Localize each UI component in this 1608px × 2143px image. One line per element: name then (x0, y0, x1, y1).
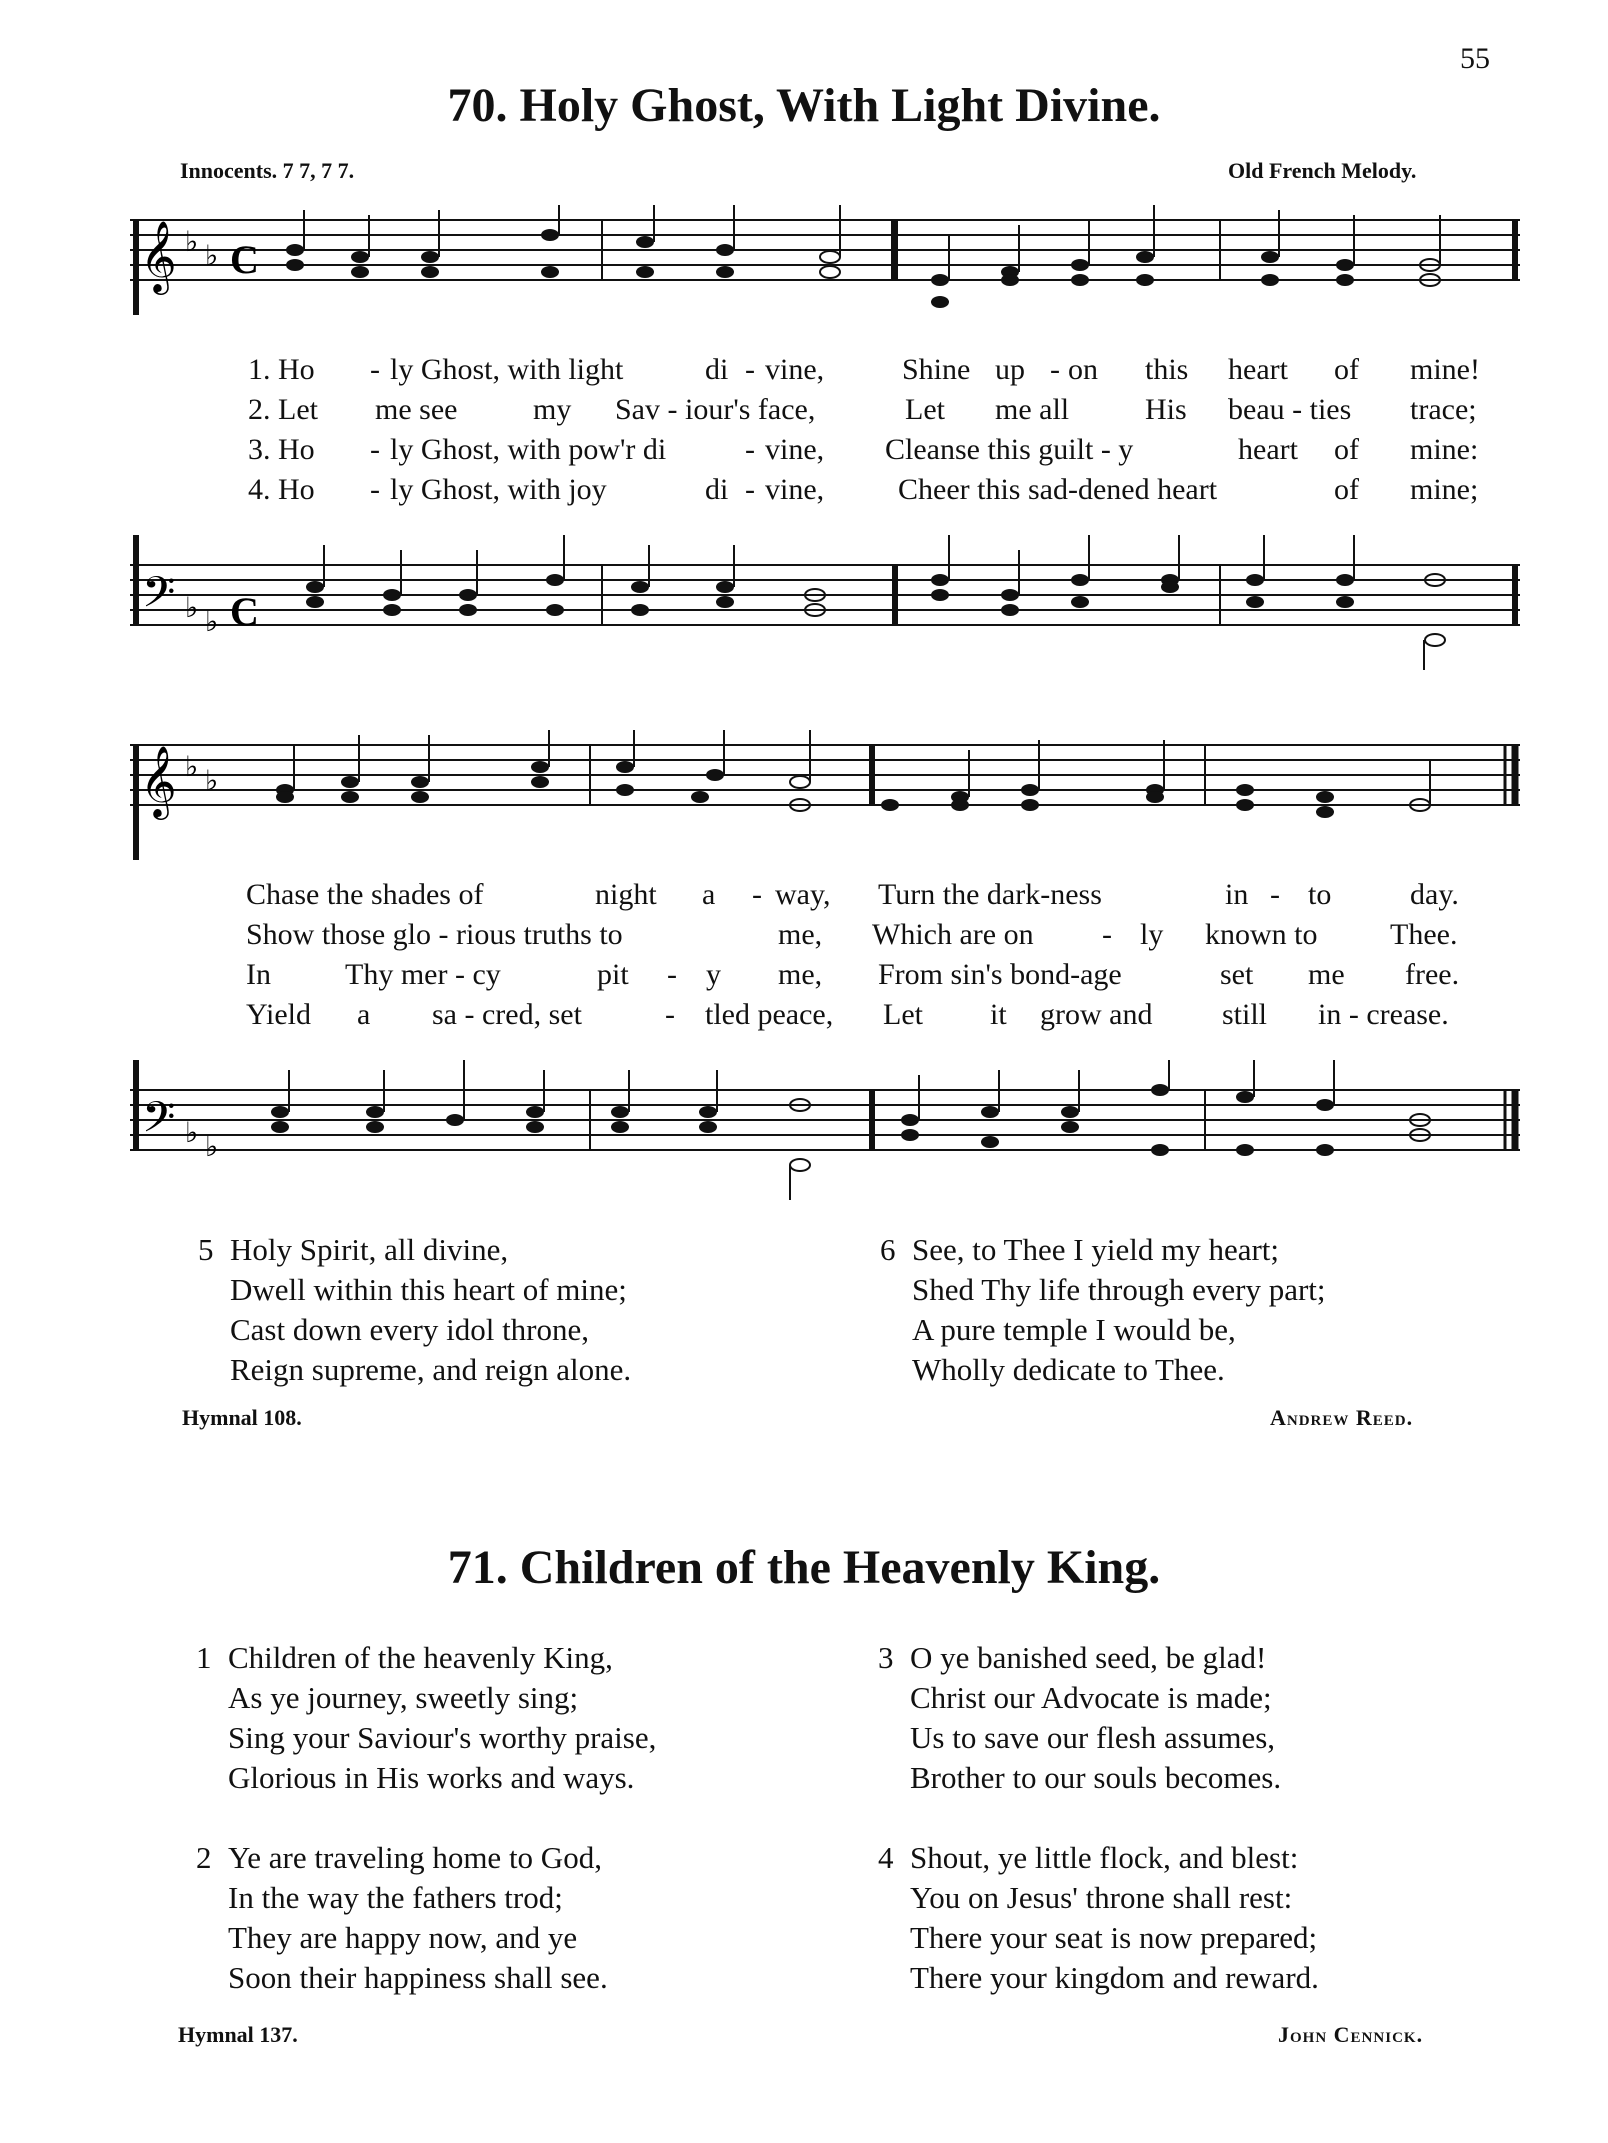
svg-text:♭: ♭ (185, 750, 199, 783)
svg-text:♭: ♭ (205, 764, 219, 797)
stanza-6: 6 See, to Thee I yield my heart; Shed Thy life through every part; A pure temple I would be, Wholly dedicate to Thee. (880, 1232, 1326, 1387)
svg-text:♭: ♭ (205, 605, 219, 638)
stanza-71-4: 4 Shout, ye little flock, and blest: You on Jesus' throne shall rest: There your seat is now prepared; There your kingdom and reward. (878, 1840, 1319, 1995)
svg-text:𝄞: 𝄞 (140, 219, 177, 292)
stanza-5: 5 Holy Spirit, all divine, Dwell within this heart of mine; Cast down every idol throne, Reign supreme, and reign alone. (198, 1232, 632, 1387)
lyric-row-3: 3. Ho - ly Ghost, with pow'r di - vine, Cleanse this guilt - y heart of mine: (248, 433, 1479, 466)
lyric-row-8: Yield a sa - cred, set - tled peace, Let it grow and still in - crease. (246, 998, 1449, 1031)
svg-text:C: C (230, 237, 259, 282)
hymnal-ref-71: Hymnal 137. (178, 2022, 298, 2047)
svg-text:C: C (230, 589, 259, 634)
lyric-row-7: In Thy mer - cy pit - y me, From sin's bond-age set me free. (246, 958, 1460, 991)
svg-text:♭: ♭ (185, 225, 199, 258)
system1-bass-staff (130, 535, 1520, 675)
lyric-row-1: 1. Ho - ly Ghost, with light di - vine, Shine up - on this heart of mine! (248, 353, 1480, 386)
system1-treble-staff (130, 205, 1520, 315)
tune-name: Innocents. 7 7, 7 7. (180, 158, 355, 183)
lyric-row-4: 4. Ho - ly Ghost, with joy di - vine, Cheer this sad-dened heart of mine; (248, 473, 1479, 506)
lyric-row-5: Chase the shades of night a - way, Turn the dark-ness in - to day. (246, 878, 1459, 911)
stanza-71-3: 3 O ye banished seed, be glad! Christ our Advocate is made; Us to save our flesh assumes, Brother to our souls becomes. (878, 1640, 1282, 1795)
hymn-70-title: 70. Holy Ghost, With Light Divine. (447, 79, 1161, 132)
svg-text:♭: ♭ (185, 591, 199, 624)
hymn-71-title: 71. Children of the Heavenly King. (447, 1541, 1161, 1594)
lyric-row-6: Show those glo - rious truths to me, Which are on - ly known to Thee. (246, 918, 1458, 951)
svg-text:♭: ♭ (205, 239, 219, 272)
stanza-71-1: 1 Children of the heavenly King, As ye journey, sweetly sing; Sing your Saviour's worthy praise, Glorious in His works and ways. (196, 1640, 657, 1795)
svg-text:♭: ♭ (205, 1130, 219, 1163)
composer: Old French Melody. (1228, 158, 1417, 183)
system2-treble-staff (130, 730, 1520, 860)
stanza-71-2: 2 Ye are traveling home to God, In the way the fathers trod; They are happy now, and ye Soon their happiness shall see. (196, 1840, 608, 1995)
hymnal-ref-70: Hymnal 108. (182, 1405, 302, 1430)
svg-text:𝄞: 𝄞 (140, 744, 177, 817)
svg-text:♭: ♭ (185, 1116, 199, 1149)
author-70: Andrew Reed. (1270, 1405, 1414, 1430)
page-number: 55 (1460, 42, 1490, 75)
svg-text:𝄢: 𝄢 (142, 1093, 176, 1153)
lyric-row-2: 2. Let me see my Sav - iour's face, Let me all His beau - ties trace; (248, 393, 1477, 426)
svg-text:𝄢: 𝄢 (142, 568, 176, 628)
author-71: John Cennick. (1278, 2022, 1424, 2047)
system2-bass-staff (130, 1060, 1520, 1205)
